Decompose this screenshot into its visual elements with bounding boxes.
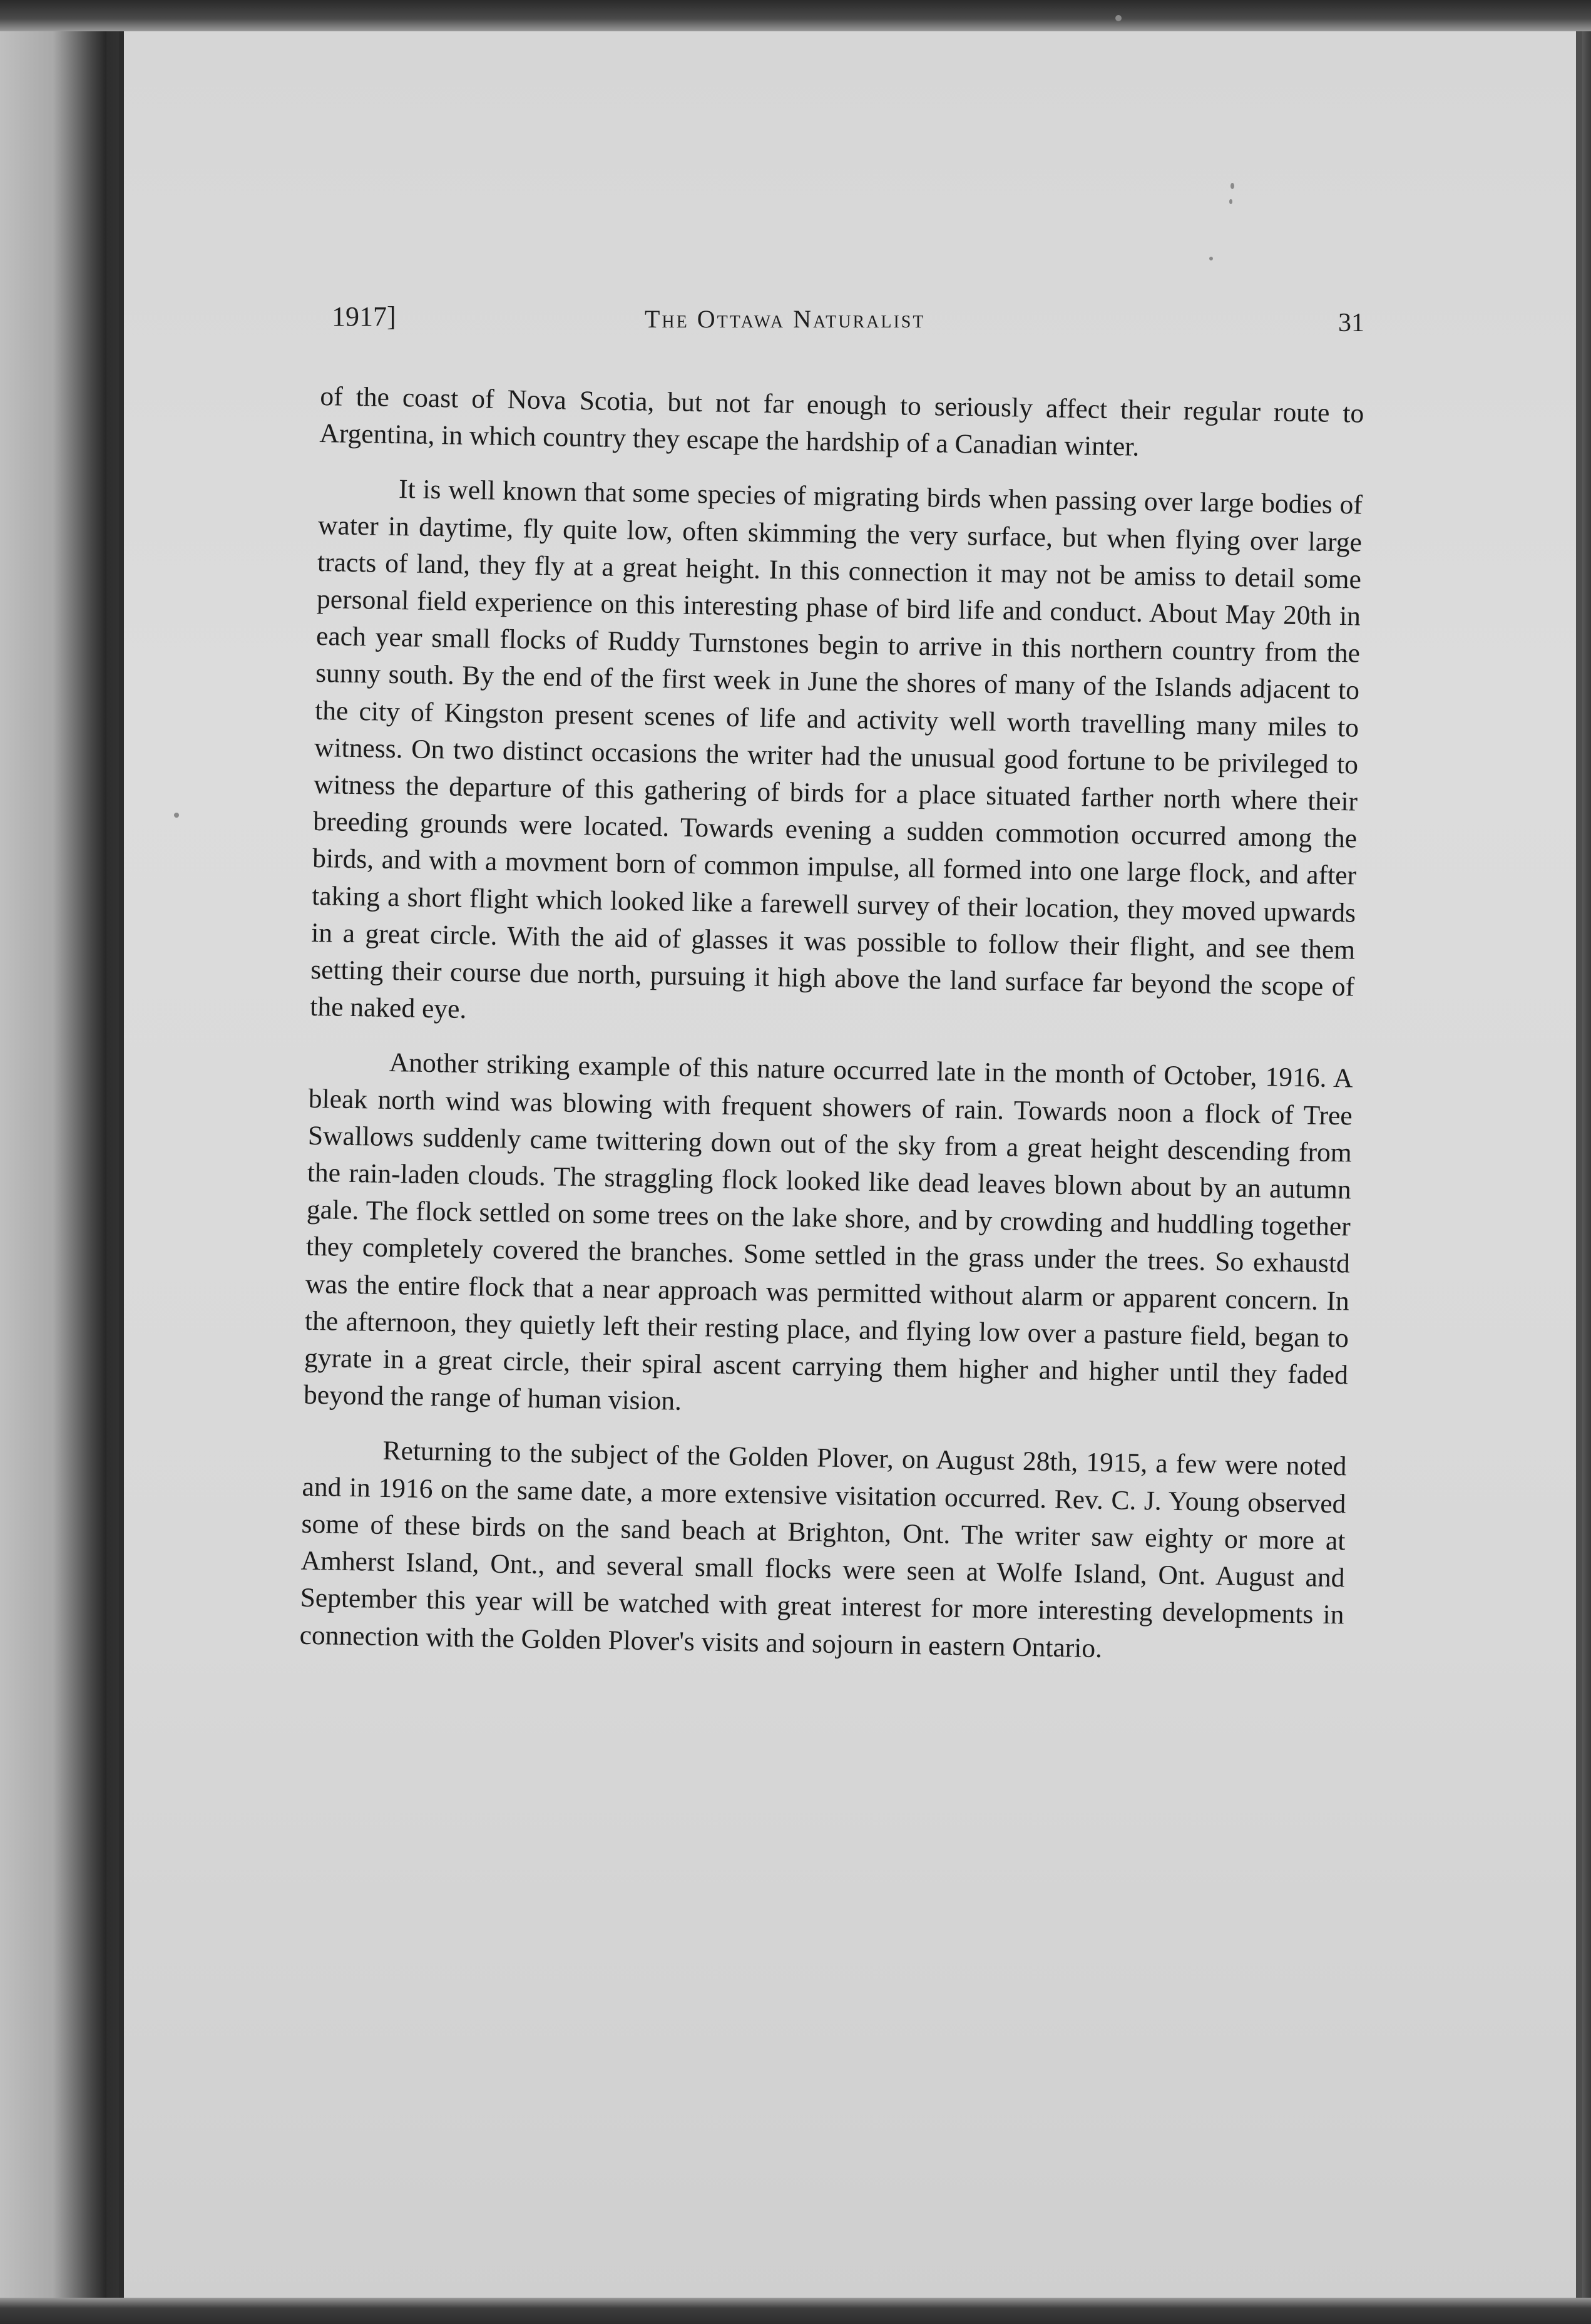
- journal-title: The Ottawa Naturalist: [645, 305, 926, 333]
- paragraph-tree-swallows: Another striking example of this nature occurred late in the month of October, 1916. A bleak north wind was blowing with frequent showers of rain. Towards noon a flock of Tree Swallows suddenly came twittering down out of the sky from a great height descending from the rain-laden clouds. The straggling flock looked like dead leaves blown about by an autumn gale. The flock settled on some trees on the lake shore, and by crowding and huddling together they completely covered the branches. Some settled in the grass under the trees. So exhaustd was the entire flock that a near approach was permitted without alarm or apparent concern. In the afternoon, they quietly left their resting place, and flying low over a pasture field, began to gyrate in a great circle, their spiral ascent carrying them higher and higher until they faded beyond the range of human vision.: [303, 1047, 1354, 1417]
- dust-speck: [1229, 199, 1232, 204]
- dust-speck: [174, 813, 179, 818]
- bottom-scan-edge: [0, 2298, 1591, 2324]
- top-scan-edge: [0, 0, 1591, 31]
- dust-speck: [1115, 15, 1122, 21]
- article-body: [299, 378, 1364, 1689]
- page-number: 31: [1338, 309, 1364, 337]
- paragraph-continuation: of the coast of Nova Scotia, but not far enough to seriously affect their regular route to Argentina, in which country they escape the hardship of a Canadian winter.: [319, 381, 1364, 462]
- dust-speck: [1230, 183, 1234, 189]
- running-header: [332, 301, 1364, 344]
- paragraph-golden-plover: Returning to the subject of the Golden Plover, on August 28th, 1915, a few were noted and in 1916 on the same date, a more extensive visitation occurred. Rev. C. J. Young observed some of these birds on the sand beach at Brighton, Ont. The writer saw eighty or more at Amherst Island, Ont., and several small flocks were seen at Wolfe Island, Ont. August and September this year will be watched with great interest for more interesting developments in connection with the Golden Plover's visits and sojourn in eastern Ontario.: [299, 1436, 1347, 1663]
- left-scan-margin: [0, 0, 106, 2324]
- dust-speck: [1209, 257, 1213, 260]
- paragraph-migration-height: It is well known that some species of migrating birds when passing over large bodies of water in daytime, fly quite low, often skimming the very surface, but when flying over large tracts of land, they fly at a great height. In this connection it may not be amiss to detail some personal field experience on this interesting phase of bird life and conduct. About May 20th in each year small flocks of Ruddy Turnstones begin to arrive in this northern country from the sunny south. By the end of the first week in June the shores of many of the Islands adjacent to the city of Kingston present scenes of life and activity well worth travelling many miles to witness. On two distinct occasions the writer had the unusual good fortune to be privileged to witness the departure of this gathering of birds for a place situated farther north where their breeding grounds were located. Towards evening a sudden commotion occurred among the birds, and with a movment born of common impulse, all formed into one large flock, and after taking a short flight which looked like a farewell survey of their location, they moved upwards in a great circle. With the aid of glasses it was possible to follow their flight, and see them setting their course due north, pursuing it high above the land surface far beyond the scope of the naked eye.: [309, 474, 1363, 1025]
- header-year: 1917]: [332, 301, 396, 332]
